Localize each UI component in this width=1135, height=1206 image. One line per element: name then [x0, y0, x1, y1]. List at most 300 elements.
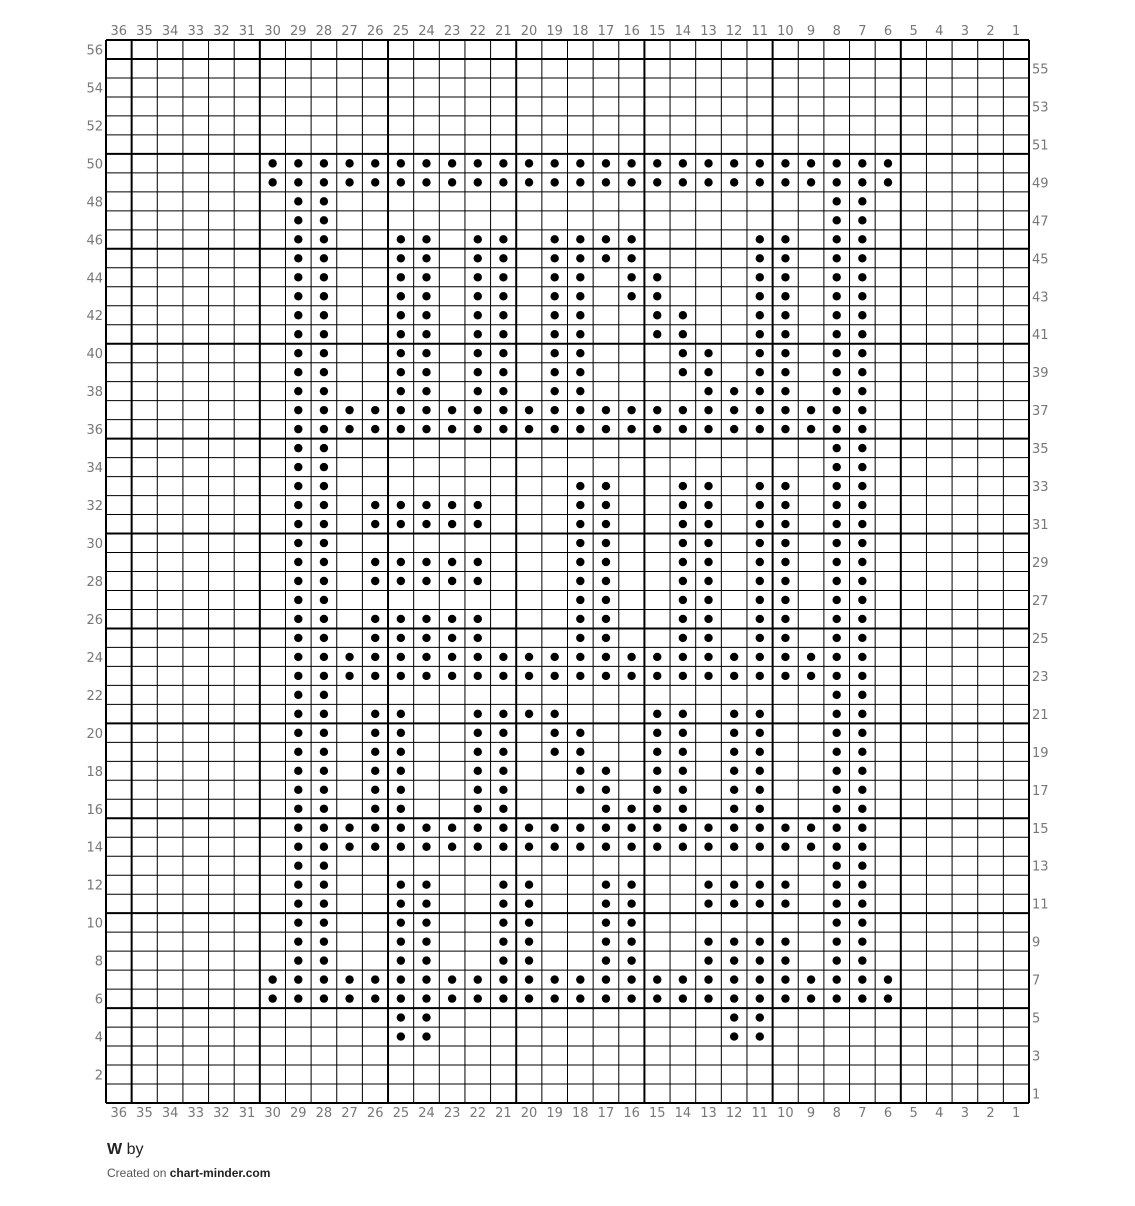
- stitch-dot: [397, 425, 405, 433]
- stitch-dot: [730, 1032, 738, 1040]
- stitch-dot: [474, 159, 482, 167]
- stitch-dot: [371, 653, 379, 661]
- stitch-dot: [858, 292, 866, 300]
- stitch-dot: [858, 786, 866, 794]
- stitch-dot: [448, 653, 456, 661]
- chart-by-text: by: [126, 1141, 144, 1158]
- stitch-dot: [294, 615, 302, 623]
- stitch-dot: [576, 558, 584, 566]
- stitch-dot: [858, 273, 866, 281]
- row-label-left: 24: [86, 650, 103, 666]
- stitch-dot: [422, 349, 430, 357]
- stitch-dot: [858, 482, 866, 490]
- row-label-right: 31: [1032, 518, 1049, 534]
- column-label-top: 22: [469, 24, 487, 39]
- stitch-dot: [525, 710, 533, 718]
- stitch-dot: [294, 539, 302, 547]
- stitch-dot: [474, 254, 482, 262]
- stitch-dot: [371, 994, 379, 1002]
- stitch-dot: [704, 653, 712, 661]
- stitch-dot: [679, 178, 687, 186]
- stitch-dot: [499, 729, 507, 737]
- stitch-dot: [499, 937, 507, 945]
- stitch-dot: [550, 425, 558, 433]
- column-label-bottom: 13: [700, 1106, 717, 1121]
- stitch-dot: [294, 520, 302, 528]
- stitch-dot: [294, 653, 302, 661]
- stitch-dot: [807, 159, 815, 167]
- stitch-dot: [474, 178, 482, 186]
- stitch-dot: [550, 368, 558, 376]
- stitch-dot: [576, 596, 584, 604]
- stitch-dot: [397, 899, 405, 907]
- stitch-dot: [833, 387, 841, 395]
- row-label-left: 42: [86, 309, 103, 325]
- row-label-right: 9: [1032, 935, 1041, 951]
- stitch-dot: [833, 292, 841, 300]
- stitch-dot: [422, 406, 430, 414]
- stitch-dot: [756, 178, 764, 186]
- row-label-left: 48: [86, 195, 103, 211]
- stitch-dot: [422, 273, 430, 281]
- stitch-dot: [679, 729, 687, 737]
- stitch-dot: [474, 615, 482, 623]
- stitch-dot: [294, 899, 302, 907]
- stitch-dot: [679, 767, 687, 775]
- row-label-right: 33: [1032, 480, 1049, 496]
- stitch-dot: [858, 349, 866, 357]
- stitch-dot: [756, 937, 764, 945]
- stitch-dot: [833, 937, 841, 945]
- stitch-dot: [294, 577, 302, 585]
- stitch-dot: [730, 406, 738, 414]
- stitch-dot: [371, 843, 379, 851]
- stitch-dot: [448, 159, 456, 167]
- row-label-right: 7: [1032, 973, 1041, 989]
- stitch-dot: [371, 406, 379, 414]
- stitch-dot: [756, 406, 764, 414]
- stitch-dot: [833, 349, 841, 357]
- stitch-dot: [602, 899, 610, 907]
- stitch-dot: [858, 918, 866, 926]
- stitch-dot: [781, 235, 789, 243]
- stitch-dot: [858, 691, 866, 699]
- stitch-dot: [653, 805, 661, 813]
- stitch-dot: [320, 501, 328, 509]
- stitch-dot: [525, 425, 533, 433]
- stitch-dot: [320, 197, 328, 205]
- stitch-dot: [833, 558, 841, 566]
- row-label-right: 1: [1032, 1087, 1041, 1103]
- stitch-dot: [781, 634, 789, 642]
- stitch-dot: [448, 406, 456, 414]
- stitch-dot: [550, 311, 558, 319]
- stitch-dot: [371, 786, 379, 794]
- stitch-dot: [550, 349, 558, 357]
- column-label-bottom: 4: [935, 1106, 944, 1121]
- stitch-dot: [627, 425, 635, 433]
- stitch-dot: [756, 881, 764, 889]
- row-label-right: 15: [1032, 821, 1049, 837]
- stitch-dot: [756, 254, 764, 262]
- stitch-dot: [858, 672, 866, 680]
- stitch-dot: [679, 710, 687, 718]
- stitch-dot: [576, 159, 584, 167]
- stitch-dot: [448, 178, 456, 186]
- stitch-dot: [833, 254, 841, 262]
- stitch-dot: [371, 501, 379, 509]
- stitch-dot: [422, 577, 430, 585]
- stitch-dot: [781, 311, 789, 319]
- created-on-text: Created on: [107, 1166, 167, 1180]
- stitch-dot: [474, 292, 482, 300]
- row-label-left: 20: [86, 726, 103, 742]
- stitch-dot: [422, 425, 430, 433]
- stitch-dot: [397, 406, 405, 414]
- stitch-dot: [833, 729, 841, 737]
- stitch-dot: [858, 520, 866, 528]
- stitch-dot: [807, 843, 815, 851]
- row-label-right: 3: [1032, 1049, 1041, 1065]
- stitch-dot: [448, 558, 456, 566]
- column-label-top: 1: [1012, 24, 1021, 39]
- column-label-top: 28: [315, 24, 333, 39]
- stitch-dot: [781, 501, 789, 509]
- row-label-left: 16: [86, 802, 103, 818]
- stitch-dot: [576, 368, 584, 376]
- stitch-dot: [730, 881, 738, 889]
- stitch-dot: [525, 159, 533, 167]
- row-label-left: 12: [86, 878, 103, 894]
- stitch-dot: [422, 937, 430, 945]
- stitch-dot: [499, 292, 507, 300]
- stitch-dot: [448, 577, 456, 585]
- stitch-dot: [345, 653, 353, 661]
- stitch-dot: [499, 425, 507, 433]
- column-label-top: 5: [909, 24, 918, 39]
- stitch-dot: [371, 558, 379, 566]
- stitch-dot: [833, 994, 841, 1002]
- stitch-dot: [653, 767, 661, 775]
- stitch-dot: [679, 501, 687, 509]
- stitch-dot: [474, 368, 482, 376]
- stitch-dot: [422, 520, 430, 528]
- stitch-dot: [499, 178, 507, 186]
- column-label-top: 30: [264, 24, 281, 39]
- stitch-dot: [525, 653, 533, 661]
- stitch-dot: [320, 786, 328, 794]
- stitch-dot: [858, 558, 866, 566]
- stitch-dot: [781, 975, 789, 983]
- column-label-top: 20: [520, 24, 538, 39]
- row-label-left: 52: [86, 119, 103, 135]
- credit-line: [107, 1165, 270, 1181]
- stitch-dot: [833, 501, 841, 509]
- stitch-dot: [781, 653, 789, 661]
- stitch-dot: [525, 956, 533, 964]
- stitch-dot: [320, 444, 328, 452]
- stitch-dot: [294, 406, 302, 414]
- stitch-dot: [422, 843, 430, 851]
- stitch-dot: [627, 406, 635, 414]
- stitch-dot: [833, 577, 841, 585]
- stitch-dot: [550, 159, 558, 167]
- stitch-dot: [397, 843, 405, 851]
- row-label-left: 6: [94, 992, 103, 1008]
- stitch-dot: [525, 918, 533, 926]
- stitch-dot: [397, 937, 405, 945]
- stitch-dot: [756, 767, 764, 775]
- stitch-dot: [730, 956, 738, 964]
- stitch-dot: [679, 786, 687, 794]
- stitch-dot: [653, 786, 661, 794]
- stitch-dot: [602, 805, 610, 813]
- stitch-dot: [679, 975, 687, 983]
- stitch-dot: [858, 994, 866, 1002]
- stitch-dot: [781, 672, 789, 680]
- stitch-dot: [756, 501, 764, 509]
- stitch-dot: [679, 824, 687, 832]
- row-label-left: 46: [86, 233, 103, 249]
- stitch-dot: [422, 330, 430, 338]
- site-link[interactable]: chart-minder.com: [169, 1166, 271, 1180]
- stitch-dot: [422, 311, 430, 319]
- stitch-dot: [833, 615, 841, 623]
- stitch-dot: [320, 899, 328, 907]
- row-label-left: 56: [86, 43, 103, 59]
- row-label-right: 51: [1032, 138, 1049, 154]
- row-label-left: 32: [86, 499, 103, 515]
- stitch-dot: [781, 824, 789, 832]
- stitch-dot: [627, 843, 635, 851]
- column-label-top: 31: [238, 24, 256, 39]
- stitch-dot: [858, 956, 866, 964]
- column-label-top: 12: [725, 24, 743, 39]
- stitch-dot: [422, 387, 430, 395]
- stitch-dot: [294, 994, 302, 1002]
- column-label-top: 2: [986, 24, 995, 39]
- stitch-dot: [756, 159, 764, 167]
- stitch-dot: [679, 520, 687, 528]
- stitch-dot: [499, 786, 507, 794]
- stitch-dot: [576, 767, 584, 775]
- column-label-top: 9: [806, 24, 816, 39]
- stitch-dot: [679, 634, 687, 642]
- stitch-dot: [756, 824, 764, 832]
- stitch-dot: [397, 805, 405, 813]
- stitch-dot: [704, 520, 712, 528]
- stitch-dot: [320, 330, 328, 338]
- stitch-dot: [627, 254, 635, 262]
- stitch-dot: [833, 805, 841, 813]
- stitch-dot: [781, 330, 789, 338]
- stitch-dot: [397, 387, 405, 395]
- stitch-dot: [448, 672, 456, 680]
- stitch-dot: [602, 178, 610, 186]
- column-label-top: 33: [187, 24, 205, 39]
- stitch-dot: [550, 330, 558, 338]
- row-label-right: 47: [1032, 214, 1049, 230]
- column-label-bottom: 1: [1012, 1106, 1021, 1121]
- stitch-dot: [756, 805, 764, 813]
- stitch-dot: [422, 1013, 430, 1021]
- stitch-dot: [294, 311, 302, 319]
- stitch-dot: [704, 425, 712, 433]
- stitch-dot: [448, 975, 456, 983]
- stitch-dot: [576, 748, 584, 756]
- stitch-dot: [320, 710, 328, 718]
- stitch-dot: [653, 178, 661, 186]
- column-label-bottom: 2: [986, 1106, 995, 1121]
- row-label-right: 41: [1032, 328, 1049, 344]
- row-label-left: 14: [86, 840, 103, 856]
- stitch-dot: [345, 425, 353, 433]
- stitch-dot: [422, 501, 430, 509]
- stitch-dot: [730, 672, 738, 680]
- column-label-top: 32: [213, 24, 230, 39]
- stitch-dot: [602, 994, 610, 1002]
- stitch-dot: [756, 520, 764, 528]
- stitch-dot: [704, 975, 712, 983]
- stitch-dot: [756, 292, 764, 300]
- stitch-dot: [781, 482, 789, 490]
- stitch-dot: [474, 520, 482, 528]
- stitch-dot: [550, 748, 558, 756]
- stitch-dot: [397, 159, 405, 167]
- stitch-dot: [627, 653, 635, 661]
- row-label-left: 36: [86, 423, 103, 439]
- stitch-dot: [653, 975, 661, 983]
- column-label-top: 4: [935, 24, 944, 39]
- stitch-dot: [294, 843, 302, 851]
- stitch-dot: [320, 311, 328, 319]
- stitch-dot: [294, 805, 302, 813]
- stitch-dot: [499, 805, 507, 813]
- stitch-dot: [807, 406, 815, 414]
- stitch-dot: [422, 235, 430, 243]
- row-label-right: 27: [1032, 593, 1049, 609]
- stitch-dot: [320, 254, 328, 262]
- stitch-dot: [627, 292, 635, 300]
- stitch-dot: [371, 178, 379, 186]
- stitch-dot: [730, 805, 738, 813]
- stitch-dot: [550, 387, 558, 395]
- stitch-dot: [576, 178, 584, 186]
- stitch-dot: [397, 956, 405, 964]
- row-label-right: 45: [1032, 252, 1049, 268]
- stitch-dot: [730, 729, 738, 737]
- stitch-dot: [294, 482, 302, 490]
- stitch-dot: [320, 729, 328, 737]
- stitch-dot: [704, 387, 712, 395]
- stitch-dot: [294, 558, 302, 566]
- stitch-dot: [679, 539, 687, 547]
- stitch-dot: [781, 539, 789, 547]
- stitch-dot: [320, 368, 328, 376]
- stitch-dot: [756, 482, 764, 490]
- stitch-dot: [833, 159, 841, 167]
- column-label-top: 16: [623, 24, 640, 39]
- stitch-dot: [320, 596, 328, 604]
- stitch-dot: [525, 406, 533, 414]
- stitch-dot: [730, 994, 738, 1002]
- stitch-dot: [320, 216, 328, 224]
- stitch-dot: [294, 444, 302, 452]
- stitch-dot: [730, 899, 738, 907]
- stitch-dot: [858, 862, 866, 870]
- stitch-dot: [499, 254, 507, 262]
- stitch-dot: [679, 558, 687, 566]
- stitch-dot: [397, 330, 405, 338]
- column-label-bottom: 3: [960, 1106, 970, 1121]
- stitch-dot: [858, 577, 866, 585]
- stitch-dot: [474, 975, 482, 983]
- column-label-top: 7: [858, 24, 867, 39]
- stitch-dot: [422, 994, 430, 1002]
- stitch-dot: [704, 159, 712, 167]
- stitch-dot: [756, 729, 764, 737]
- stitch-dot: [474, 729, 482, 737]
- stitch-dot: [294, 159, 302, 167]
- stitch-dot: [576, 273, 584, 281]
- stitch-dot: [345, 672, 353, 680]
- stitch-dot: [320, 558, 328, 566]
- stitch-dot: [576, 349, 584, 357]
- stitch-dot: [833, 444, 841, 452]
- stitch-dot: [320, 805, 328, 813]
- column-label-bottom: 23: [443, 1106, 461, 1121]
- stitch-dot: [807, 653, 815, 661]
- column-label-top: 14: [674, 24, 692, 39]
- stitch-dot: [576, 824, 584, 832]
- stitch-dot: [397, 767, 405, 775]
- stitch-dot: [499, 368, 507, 376]
- stitch-dot: [858, 444, 866, 452]
- stitch-dot: [807, 425, 815, 433]
- column-label-bottom: 11: [751, 1106, 769, 1121]
- stitch-dot: [320, 349, 328, 357]
- stitch-dot: [474, 311, 482, 319]
- stitch-dot: [448, 520, 456, 528]
- stitch-dot: [602, 824, 610, 832]
- stitch-dot: [576, 729, 584, 737]
- stitch-dot: [704, 482, 712, 490]
- stitch-dot: [576, 254, 584, 262]
- stitch-dot: [756, 786, 764, 794]
- stitch-dot: [833, 691, 841, 699]
- stitch-dot: [320, 975, 328, 983]
- stitch-dot: [320, 615, 328, 623]
- stitch-dot: [397, 1013, 405, 1021]
- row-label-left: 30: [86, 537, 103, 553]
- column-label-bottom: 19: [546, 1106, 563, 1121]
- stitch-dot: [858, 975, 866, 983]
- stitch-dot: [679, 577, 687, 585]
- stitch-dot: [627, 937, 635, 945]
- stitch-dot: [833, 596, 841, 604]
- stitch-dot: [627, 899, 635, 907]
- stitch-dot: [884, 159, 892, 167]
- stitch-dot: [858, 178, 866, 186]
- stitch-dot: [474, 672, 482, 680]
- stitch-dot: [704, 843, 712, 851]
- stitch-dot: [576, 615, 584, 623]
- stitch-dot: [499, 330, 507, 338]
- stitch-dot: [679, 425, 687, 433]
- stitch-dot: [320, 406, 328, 414]
- column-label-top: 8: [832, 24, 841, 39]
- stitch-dot: [833, 653, 841, 661]
